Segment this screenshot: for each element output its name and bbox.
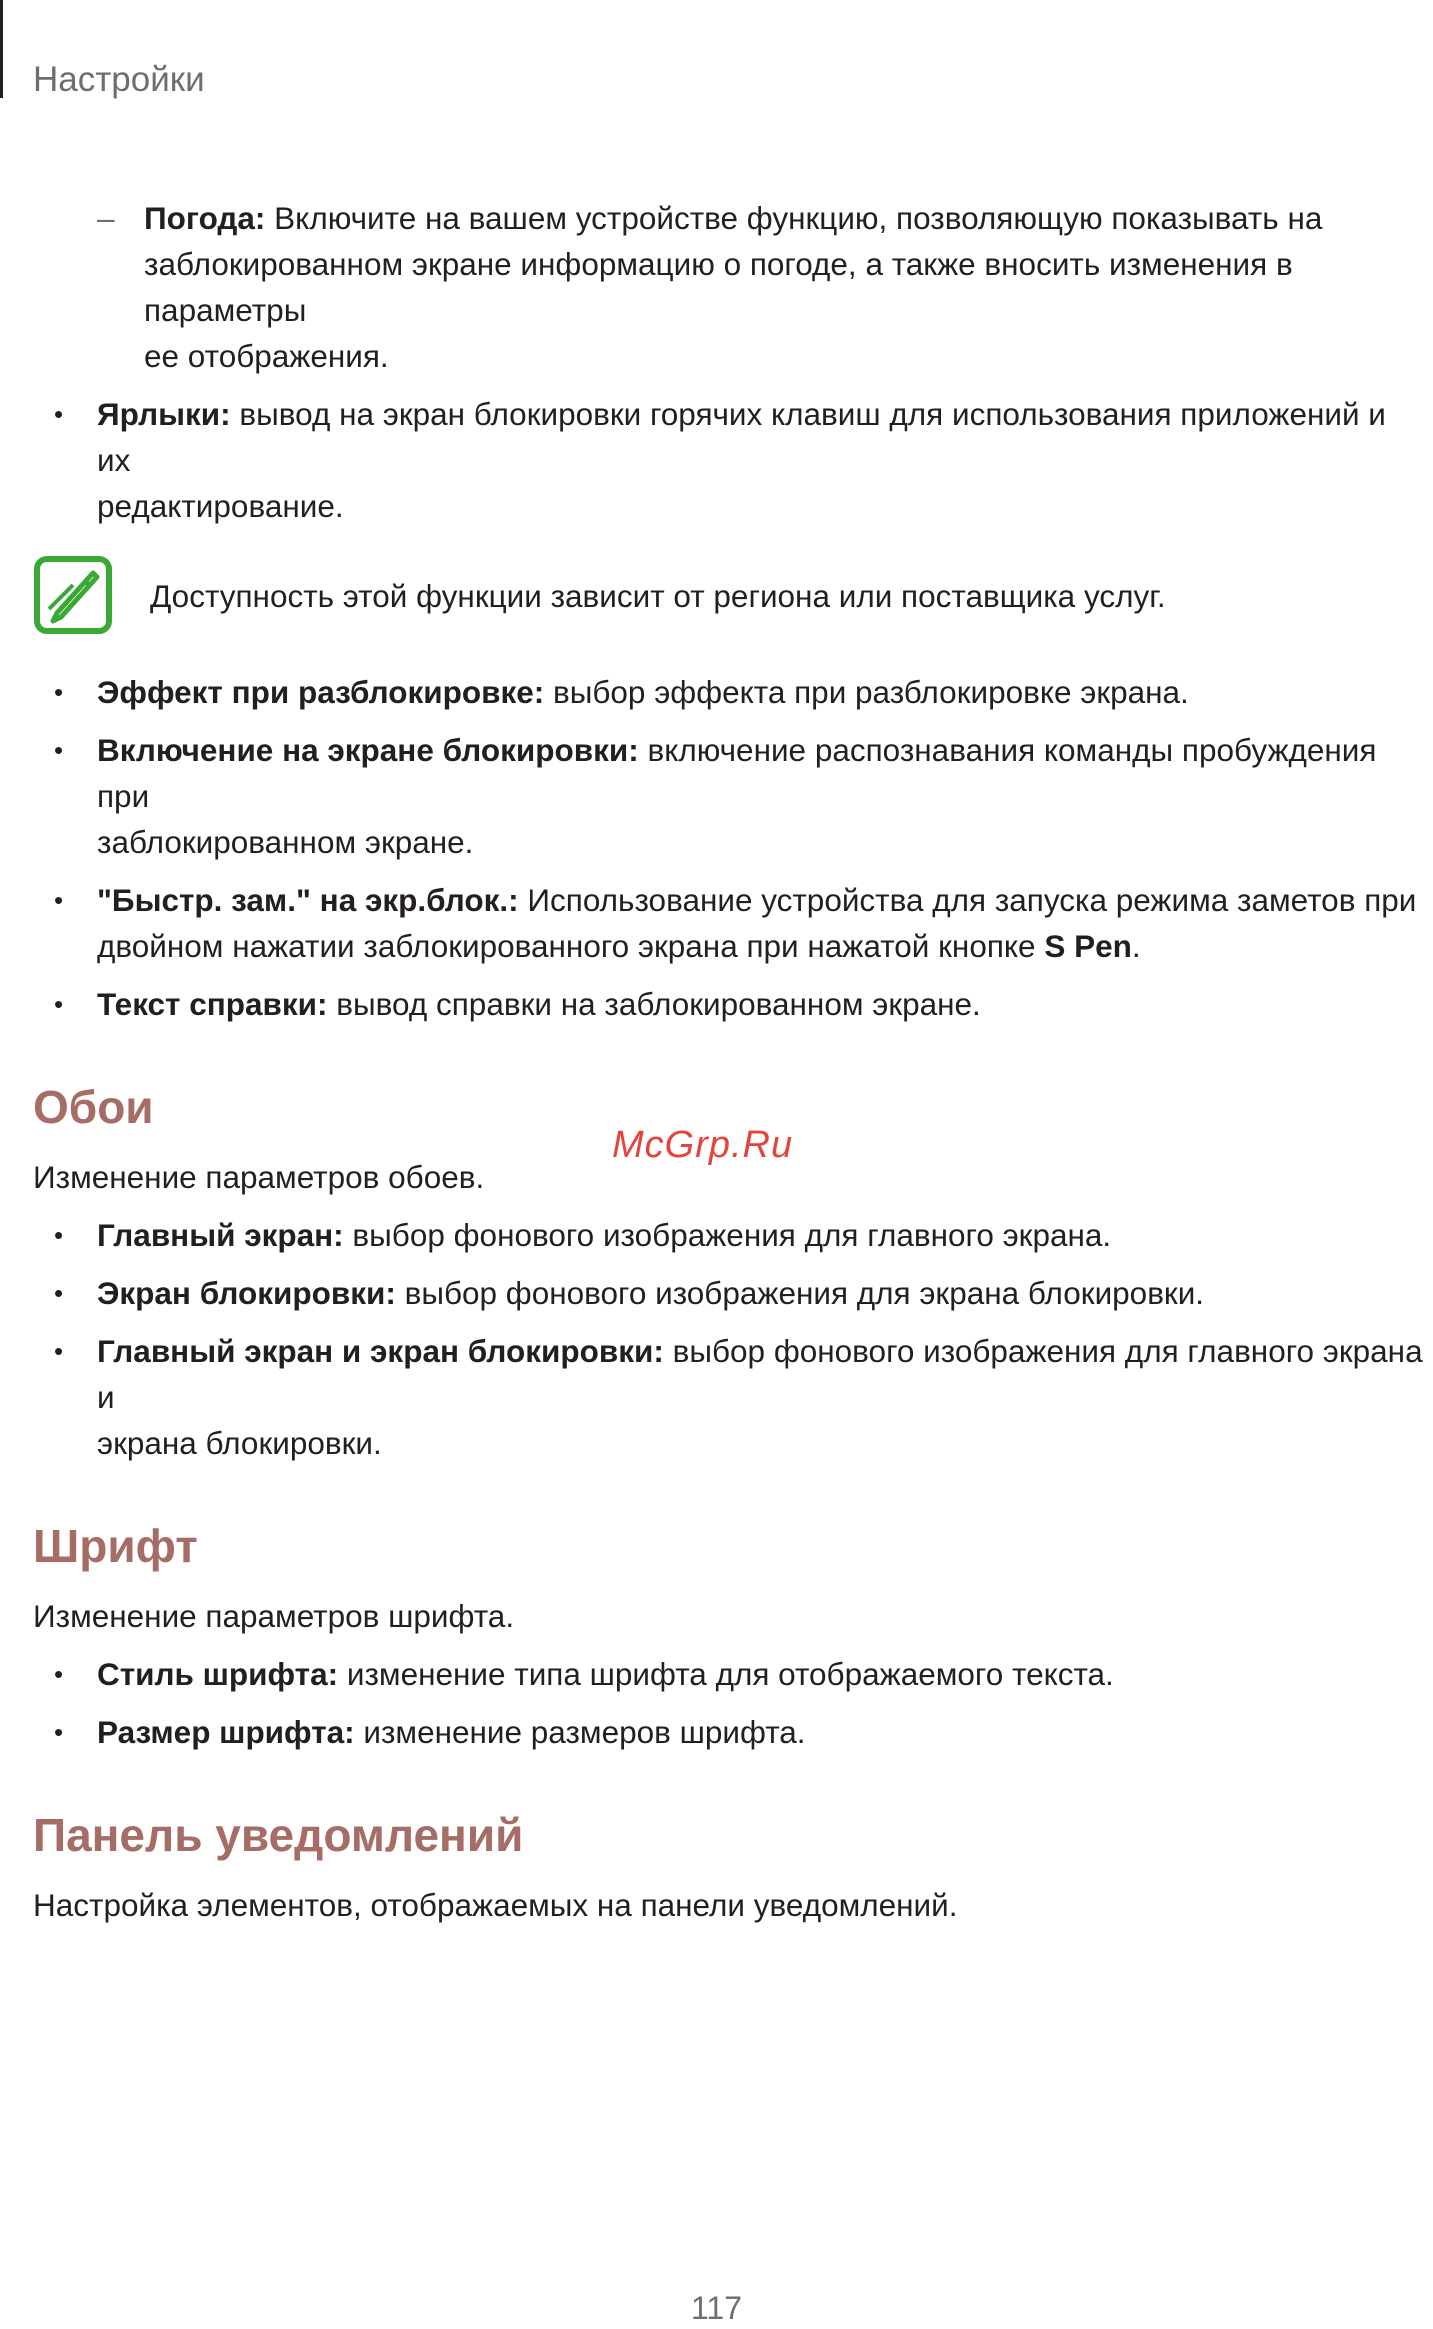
note-pencil-icon xyxy=(33,555,113,635)
bullet-marker: • xyxy=(54,677,64,707)
page-content xyxy=(33,195,1425,1928)
list-item xyxy=(33,1651,1425,1697)
item-desc: вывод справки на заблокированном экране. xyxy=(327,986,981,1022)
bullet-marker: • xyxy=(54,399,64,429)
item-term: Размер шрифта: xyxy=(97,1714,355,1750)
section-intro: Изменение параметров шрифта. xyxy=(33,1598,515,1634)
bullet-marker: • xyxy=(54,1659,64,1689)
item-desc: изменение типа шрифта для отображаемого текста. xyxy=(338,1656,1114,1692)
list-item xyxy=(33,1212,1425,1258)
list-item xyxy=(33,1709,1425,1755)
dash-marker: – xyxy=(97,200,115,236)
bullet-marker: • xyxy=(54,1278,64,1308)
item-desc-cont: экрана блокировки. xyxy=(97,1425,382,1461)
watermark: McGrp.Ru xyxy=(612,1124,794,1166)
bullet-marker: • xyxy=(54,885,64,915)
section-title-font: Шрифт xyxy=(33,1520,198,1572)
item-desc: Включите на вашем устройстве функцию, позволяющую показывать на xyxy=(265,200,1323,236)
note-text: Доступность этой функции зависит от региона или поставщика услуг. xyxy=(150,578,1166,614)
list-item xyxy=(33,1270,1425,1316)
item-desc-cont: редактирование. xyxy=(97,488,344,524)
bullet-marker: • xyxy=(54,989,64,1019)
item-term: Эффект при разблокировке: xyxy=(97,674,545,710)
section-intro: Настройка элементов, отображаемых на панели уведомлений. xyxy=(33,1887,958,1923)
item-term: "Быстр. зам." на экр.блок.: xyxy=(97,882,519,918)
item-term: Стиль шрифта: xyxy=(97,1656,339,1692)
corner-rule xyxy=(0,0,3,98)
item-desc: выбор фонового изображения для главного экрана и xyxy=(97,1333,1423,1415)
bullet-marker: • xyxy=(54,1717,64,1747)
bullet-marker: • xyxy=(54,735,64,765)
item-desc: выбор фонового изображения для экрана блокировки. xyxy=(395,1275,1205,1311)
list-item xyxy=(33,195,1425,379)
section-intro: Изменение параметров обоев. xyxy=(33,1159,485,1195)
item-term: Экран блокировки: xyxy=(97,1275,396,1311)
bullet-marker: • xyxy=(54,1336,64,1366)
note-box xyxy=(33,555,1425,639)
section-title-notifications: Панель уведомлений xyxy=(33,1809,524,1861)
list-item xyxy=(33,669,1425,715)
list-item xyxy=(33,981,1425,1027)
list-item xyxy=(33,727,1425,865)
list-item xyxy=(33,1328,1425,1466)
bullet-marker: • xyxy=(54,1220,64,1250)
item-term: Погода: xyxy=(144,200,266,236)
item-desc-cont: двойном нажатии заблокированного экрана при нажатой кнопке xyxy=(97,928,1045,964)
item-desc: вывод на экран блокировки горячих клавиш для использования приложений и их xyxy=(97,396,1386,478)
item-desc: включение распознавания команды пробуждения при xyxy=(97,732,1377,814)
item-desc: изменение размеров шрифта. xyxy=(354,1714,806,1750)
page-number: 117 xyxy=(690,2290,742,2326)
list-item xyxy=(33,877,1425,969)
item-term: Главный экран: xyxy=(97,1217,344,1253)
running-header: Настройки xyxy=(33,60,205,99)
section-title-wallpaper: Обои xyxy=(33,1081,154,1133)
item-desc-end: . xyxy=(1131,928,1141,964)
item-term: Главный экран и экран блокировки: xyxy=(97,1333,664,1369)
item-desc-cont: заблокированном экране информацию о погоде, а также вносить изменения в параметры xyxy=(144,246,1293,328)
item-desc: выбор фонового изображения для главного экрана. xyxy=(343,1217,1112,1253)
item-term: Включение на экране блокировки: xyxy=(97,732,639,768)
item-desc: выбор эффекта при разблокировке экрана. xyxy=(544,674,1189,710)
item-term: Текст справки: xyxy=(97,986,328,1022)
item-desc: Использование устройства для запуска режима заметов при xyxy=(518,882,1417,918)
item-term: Ярлыки: xyxy=(97,396,231,432)
list-item xyxy=(33,391,1425,529)
item-desc-cont: ее отображения. xyxy=(144,338,389,374)
item-desc-bold: S Pen xyxy=(1044,928,1132,964)
item-desc-cont: заблокированном экране. xyxy=(97,824,474,860)
